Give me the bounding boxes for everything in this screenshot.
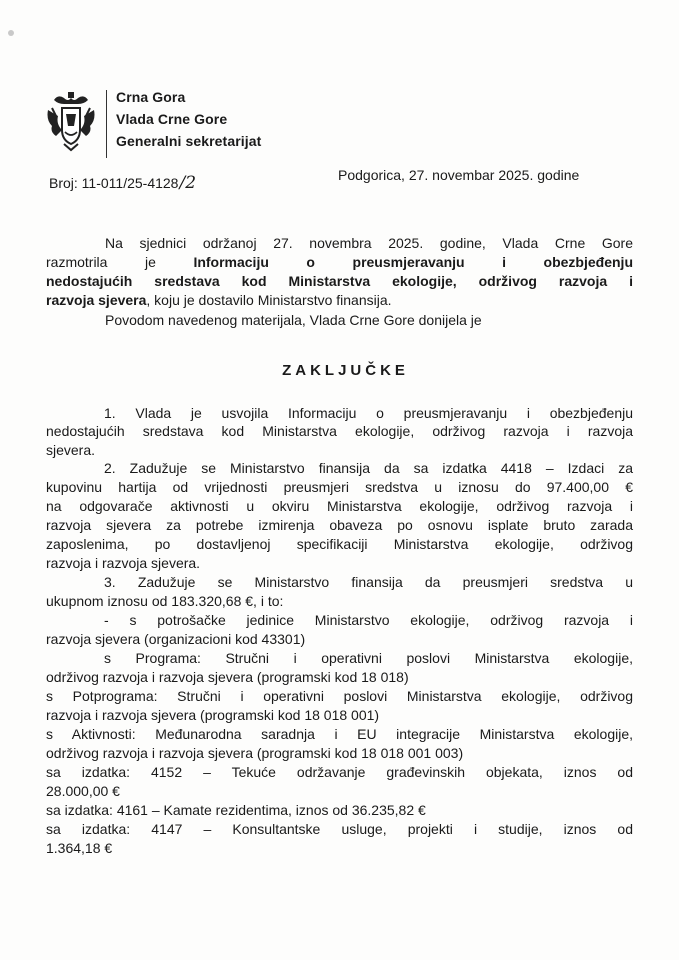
item-3-line-6: održivog razvoja i razvoja sjevera (programski kod 18 018)	[46, 669, 409, 685]
intro-line-3: nedostajućih sredstava kod Ministarstva ekologije, održivog razvoja i	[46, 273, 633, 289]
item-1-line-1: 1. Vlada je usvojila Informaciju o preusmjeravanju i obezbjeđenju	[104, 405, 633, 421]
item-3-line-15: 1.364,18 €	[46, 840, 113, 856]
item-3-line-1: 3. Zadužuje se Ministarstvo finansija da preusmjeri sredstva u	[104, 574, 633, 590]
header-country: Crna Gora	[116, 89, 186, 105]
item-3-line-11: sa izdatka: 4152 – Tekuće održavanje građevinskih objekata, iznos od	[46, 764, 633, 780]
item-1-line-3: sjevera.	[46, 442, 96, 458]
item-3-line-2: ukupnom iznosu od 183.320,68 €, i to:	[46, 593, 284, 609]
item-3-line-8: razvoja i razvoja sjevera (programski kod 18 018 001)	[46, 707, 380, 723]
item-2-line-4: razvoja sjevera za potrebe izmirenja obaveza po osnovu isplate bruto zarada	[46, 517, 633, 533]
item-3-line-9: s Aktivnosti: Međunarodna saradnja i EU integracije Ministarstva ekologije,	[46, 726, 633, 742]
reference-number-text: Broj: 11-011/25-4128	[49, 175, 179, 191]
section-title: ZAKLJUČKE	[282, 362, 409, 379]
item-3-line-7: s Potprograma: Stručni i operativni poslovi Ministarstva ekologije, održivog	[46, 688, 633, 704]
item-3-line-3: - s potrošačke jedinice Ministarstvo ekologije, održivog razvoja i	[104, 612, 633, 628]
intro-line-5: Povodom navedenog materijala, Vlada Crne Gore donijela je	[105, 312, 482, 328]
item-3-line-12: 28.000,00 €	[46, 783, 120, 799]
intro-line-2-a: razmotrila je	[46, 254, 194, 270]
item-2-line-6: razvoja i razvoja sjevera.	[46, 555, 201, 571]
item-2-line-3: na odgovarače aktivnosti u okviru Ministarstva ekologije, održivog razvoja i	[46, 498, 633, 514]
header-divider	[106, 90, 107, 158]
item-1-line-2: nedostajućih sredstava kod Ministarstva ekologije, održivog razvoja i razvoja	[46, 423, 633, 439]
item-3-line-4: razvoja sjevera (organizacioni kod 43301)	[46, 631, 306, 647]
intro-line-2-b: Informaciju o preusmjeravanju i obezbjeđenju	[193, 254, 633, 270]
item-2-line-1: 2. Zadužuje se Ministarstvo finansija da sa izdatka 4418 – Izdaci za	[104, 460, 633, 476]
reference-number	[49, 173, 196, 193]
intro-line-2	[46, 253, 633, 271]
intro-line-4-a: razvoja sjevera	[46, 292, 147, 308]
intro-line-1: Na sjednici održanoj 27. novembra 2025. godine, Vlada Crne Gore	[105, 235, 633, 251]
item-2-line-5: zaposlenima, po dostavljenoj specifikaciji Ministarstva ekologije, održivog	[46, 536, 633, 552]
coat-of-arms-icon	[44, 92, 98, 152]
header-government: Vlada Crne Gore	[116, 111, 228, 127]
handwritten-suffix: /2	[179, 173, 197, 193]
item-3-line-5: s Programa: Stručni i operativni poslovi Ministarstva ekologije,	[104, 650, 633, 666]
item-3-line-13: sa izdatka: 4161 – Kamate rezidentima, iznos od 36.235,82 €	[46, 802, 426, 818]
item-2-line-2: kupovinu hartija od vrijednosti preusmjeri sredstva u iznosu do 97.400,00 €	[46, 479, 633, 495]
scan-mark	[8, 30, 14, 36]
intro-line-4	[46, 291, 633, 309]
intro-line-4-b: , koju je dostavilo Ministarstvo finansija.	[146, 292, 392, 308]
header-secretariat: Generalni sekretarijat	[116, 133, 262, 149]
item-3-line-14: sa izdatka: 4147 – Konsultantske usluge, projekti i studije, iznos od	[46, 821, 633, 837]
item-3-line-10: održivog razvoja i razvoja sjevera (programski kod 18 018 001 003)	[46, 745, 464, 761]
document-date: Podgorica, 27. novembar 2025. godine	[338, 167, 580, 183]
